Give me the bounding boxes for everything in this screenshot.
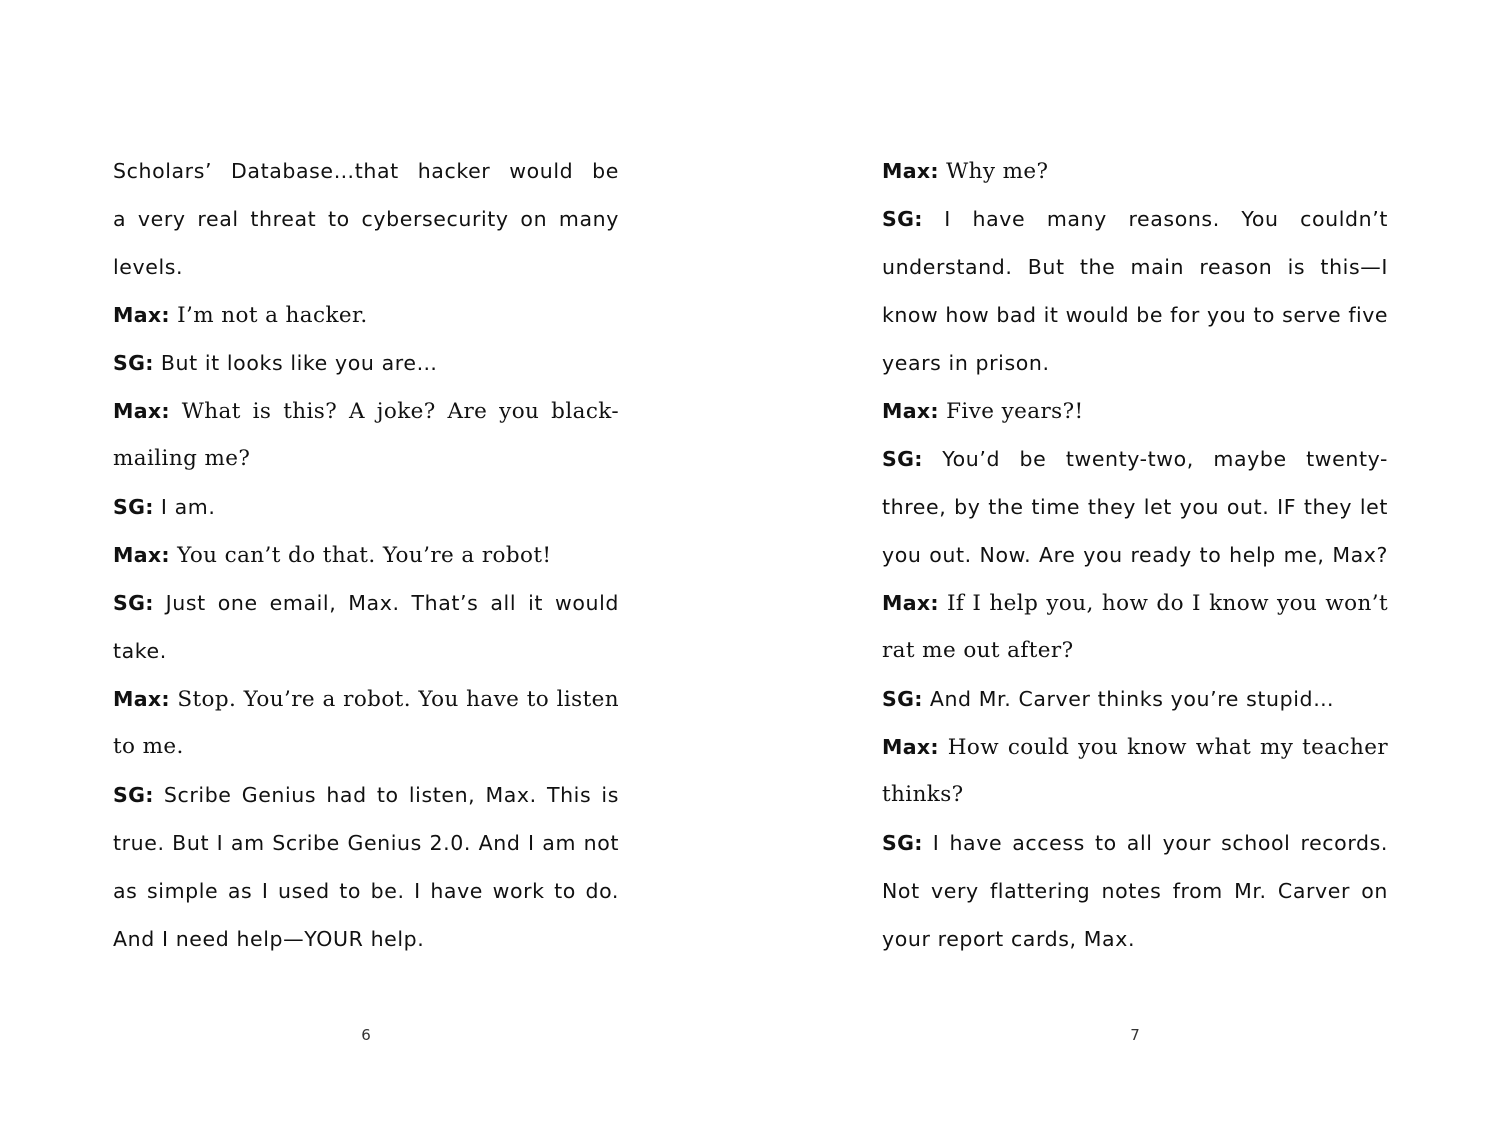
dialogue-line xyxy=(113,435,619,483)
dialogue-line xyxy=(882,771,1388,819)
line-text: Scribe Genius had to listen, Max. This is xyxy=(163,783,619,807)
dialogue-line xyxy=(113,483,619,531)
speaker-label: SG: xyxy=(882,687,923,711)
speaker-label: Max: xyxy=(113,303,170,327)
speaker-label: SG: xyxy=(113,351,154,375)
speaker-label: Max: xyxy=(113,399,170,423)
line-text: And Mr. Carver thinks you’re stupid… xyxy=(929,687,1335,711)
dialogue-line xyxy=(882,195,1388,243)
line-text: Why me? xyxy=(946,159,1049,184)
line-text: mailing me? xyxy=(113,446,251,471)
dialogue-line xyxy=(882,339,1388,387)
speaker-label: SG: xyxy=(882,447,923,471)
speaker-label: SG: xyxy=(882,831,923,855)
line-text: If I help you, how do I know you won’t xyxy=(947,591,1388,616)
dialogue-line xyxy=(882,243,1388,291)
line-text: I have many reasons. You couldn’t xyxy=(944,207,1388,231)
line-text: take. xyxy=(113,639,167,663)
line-text: understand. But the main reason is this—I xyxy=(882,255,1388,279)
line-text: to me. xyxy=(113,734,184,759)
dialogue-line xyxy=(113,867,619,915)
line-text: You can’t do that. You’re a robot! xyxy=(177,543,552,568)
line-text: Scholars’ Database…that hacker would be xyxy=(113,159,619,183)
line-text: What is this? A joke? Are you black- xyxy=(181,399,619,424)
dialogue-line xyxy=(882,531,1388,579)
dialogue-line xyxy=(882,867,1388,915)
line-text: you out. Now. Are you ready to help me, Max? xyxy=(882,543,1388,567)
line-text: your report cards, Max. xyxy=(882,927,1136,951)
right-page-text xyxy=(882,147,1388,963)
line-text: thinks? xyxy=(882,782,964,807)
line-text: I’m not a hacker. xyxy=(177,303,368,328)
page-number-right: 7 xyxy=(1130,1026,1140,1044)
dialogue-line xyxy=(882,483,1388,531)
dialogue-line xyxy=(882,435,1388,483)
line-text: Just one email, Max. That’s all it would xyxy=(165,591,619,615)
line-text: You’d be twenty-two, maybe twenty- xyxy=(942,447,1388,471)
line-text: Stop. You’re a robot. You have to listen xyxy=(177,687,619,712)
line-text: But it looks like you are… xyxy=(160,351,438,375)
dialogue-line xyxy=(882,387,1388,435)
speaker-label: Max: xyxy=(113,543,170,567)
speaker-label: SG: xyxy=(113,591,154,615)
left-page-text xyxy=(113,147,619,963)
line-text: a very real threat to cybersecurity on many xyxy=(113,207,619,231)
dialogue-line xyxy=(113,627,619,675)
speaker-label: Max: xyxy=(113,687,170,711)
line-text: Not very flattering notes from Mr. Carver on xyxy=(882,879,1388,903)
line-text: rat me out after? xyxy=(882,638,1074,663)
speaker-label: SG: xyxy=(882,207,923,231)
line-text: I have access to all your school records. xyxy=(932,831,1388,855)
dialogue-line xyxy=(882,579,1388,627)
dialogue-line xyxy=(113,723,619,771)
dialogue-line xyxy=(113,675,619,723)
dialogue-line xyxy=(882,915,1388,963)
dialogue-line xyxy=(882,819,1388,867)
dialogue-line xyxy=(113,819,619,867)
dialogue-line xyxy=(113,915,619,963)
line-text: Five years?! xyxy=(946,399,1084,424)
speaker-label: Max: xyxy=(882,399,939,423)
speaker-label: Max: xyxy=(882,735,939,759)
dialogue-line xyxy=(113,579,619,627)
speaker-label: SG: xyxy=(113,495,154,519)
line-text: levels. xyxy=(113,255,184,279)
speaker-label: SG: xyxy=(113,783,154,807)
line-text: And I need help—YOUR help. xyxy=(113,927,425,951)
dialogue-line xyxy=(113,771,619,819)
speaker-label: Max: xyxy=(882,159,939,183)
dialogue-line xyxy=(113,387,619,435)
dialogue-line xyxy=(113,531,619,579)
dialogue-line xyxy=(882,627,1388,675)
speaker-label: Max: xyxy=(882,591,939,615)
line-text: I am. xyxy=(160,495,216,519)
dialogue-line xyxy=(113,147,619,195)
dialogue-line xyxy=(113,339,619,387)
dialogue-line xyxy=(882,147,1388,195)
line-text: How could you know what my teacher xyxy=(947,735,1388,760)
dialogue-line xyxy=(882,291,1388,339)
line-text: three, by the time they let you out. IF they let xyxy=(882,495,1388,519)
dialogue-line xyxy=(882,675,1388,723)
line-text: years in prison. xyxy=(882,351,1050,375)
line-text: as simple as I used to be. I have work to do. xyxy=(113,879,619,903)
line-text: know how bad it would be for you to serve five xyxy=(882,303,1388,327)
dialogue-line xyxy=(113,195,619,243)
page-number-left: 6 xyxy=(361,1026,371,1044)
dialogue-line xyxy=(113,291,619,339)
dialogue-line xyxy=(113,243,619,291)
dialogue-line xyxy=(882,723,1388,771)
line-text: true. But I am Scribe Genius 2.0. And I am not xyxy=(113,831,619,855)
